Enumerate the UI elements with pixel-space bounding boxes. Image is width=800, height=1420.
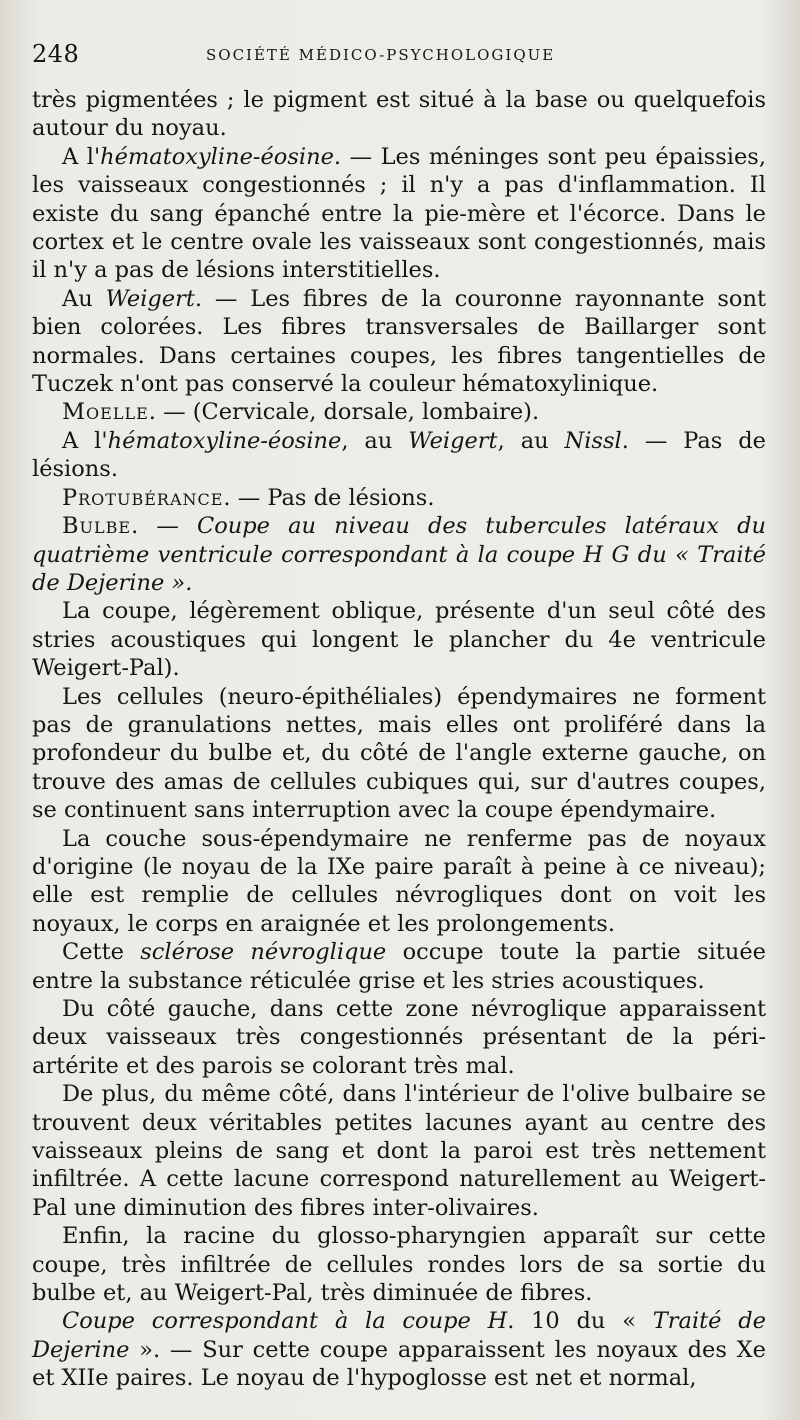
- text-run: . — Les méninges sont peu épaissies, les vaisseaux congestionnés ; il n'y a pas d'inflammation. Il existe du sang épanché entre la pie-mère et l'écorce. Dans le cortex et le centre ovale les vaisseaux sont congestionnés, mais il n'y a pas de lésions interstitielles.: [32, 143, 766, 284]
- paragraph-stains: [32, 427, 766, 484]
- text-run: . —: [131, 513, 198, 540]
- paragraph-weigert: [32, 285, 766, 399]
- text-run: , au: [341, 427, 409, 454]
- paragraph-1: très pigmentées ; le pigment est situé à la base ou quelquefois autour du noyau.: [32, 87, 766, 142]
- paragraph-olive: De plus, du même côté, dans l'intérieur de l'olive bulbaire se trouvent deux véritables petites lacunes ayant au centre des vaisseaux pleins de sang et dont la paroi est très nettement infiltrée. A cette lacune correspond naturellement au Weigert-Pal une diminution des fibres inter-olivaires.: [32, 1081, 766, 1221]
- text-run: Cette: [62, 939, 141, 966]
- paragraph-couche: La couche sous-épendymaire ne renferme pas de noyaux d'origine (le noyau de la IXe paire paraît à peine à ce niveau); elle est remplie de cellules névrogliques dont on voit les noyaux, le corps en araignée et les prolongements.: [32, 825, 766, 937]
- text-run: occupe toute la partie située entre la substance réticulée grise et les stries acoustiques.: [32, 939, 766, 994]
- page-header: [32, 40, 760, 74]
- paragraph-coupe-h10: [32, 1307, 766, 1392]
- text-run: A l': [62, 427, 108, 454]
- paragraph-cote-gauche: Du côté gauche, dans cette zone névroglique apparaissent deux vaisseaux très congestionnés présentant de la péri-artérite et des parois se colorant très mal.: [32, 996, 766, 1079]
- text-run: . — (Cervicale, dorsale, lombaire).: [148, 399, 540, 426]
- paragraph-cellules: Les cellules (neuro-épithéliales) épendymaires ne forment pas de granulations nettes, mais elles ont proliféré dans la profondeur du bulbe et, du côté de l'angle externe gauche, on trouve des amas de cellules cubiques qui, sur d'autres coupes, se continuent sans interruption avec la coupe épendymaire.: [32, 683, 766, 824]
- text-run: , au: [497, 427, 565, 454]
- section-subtitle: Coupe correspondant à la coupe H: [62, 1308, 508, 1335]
- section-heading: Moelle: [62, 399, 149, 426]
- text-run: . — Pas de lésions.: [223, 484, 435, 511]
- text-run: . — Les fibres de la couronne rayonnante sont bien colorées. Les fibres transversales de Baillarger sont normales. Dans certaines coupes, les fibres tangentielles de Tuczek n'ont pas conservé la couleur hématoxylinique.: [32, 285, 766, 398]
- emphasis: sclérose névroglique: [140, 939, 387, 966]
- stain-name: Weigert: [105, 285, 195, 312]
- stain-name: Weigert: [408, 427, 498, 454]
- paragraph-glosso: Enfin, la racine du glosso-pharyngien apparaît sur cette coupe, très infiltrée de cellules rondes lors de sa sortie du bulbe et, au Weigert-Pal, très diminuée de fibres.: [32, 1223, 766, 1307]
- paragraph-bulbe: [32, 512, 766, 597]
- paragraph-hematoxyline: [32, 143, 766, 285]
- paragraph-sclerose: [32, 938, 766, 995]
- page-number: 248: [32, 40, 80, 68]
- stain-name: hématoxyline-éosine: [100, 143, 334, 170]
- section-subtitle: Coupe au niveau des tubercules latéraux du quatrième ventricule correspondant à la coupe H G du « Traité de Dejerine ».: [32, 513, 766, 596]
- stain-name: Nissl: [564, 427, 622, 454]
- running-head: SOCIÉTÉ MÉDICO-PSYCHOLOGIQUE: [206, 46, 556, 64]
- section-heading: Bulbe: [62, 513, 132, 540]
- text-run: . — Pas de lésions.: [32, 427, 766, 483]
- paragraph-moelle: [32, 398, 766, 426]
- text-run: . 10 du «: [507, 1308, 653, 1335]
- reference-title: Traité de Dejerine: [32, 1308, 766, 1363]
- stain-name: hématoxyline-éosine: [107, 427, 342, 454]
- paragraph-coupe: La coupe, légèrement oblique, présente d'un seul côté des stries acoustiques qui longent le plancher du 4e ventricule Weigert-Pal).: [32, 598, 766, 682]
- body-text: [32, 86, 766, 1393]
- section-heading: Protubérance: [62, 484, 224, 511]
- text-run: A l': [62, 143, 101, 170]
- paragraph-protuberance: [32, 484, 766, 512]
- text-run: ». — Sur cette coupe apparaissent les noyaux des Xe et XIIe paires. Le noyau de l'hypoglosse est net et normal,: [32, 1336, 766, 1392]
- text-run: Au: [62, 285, 106, 312]
